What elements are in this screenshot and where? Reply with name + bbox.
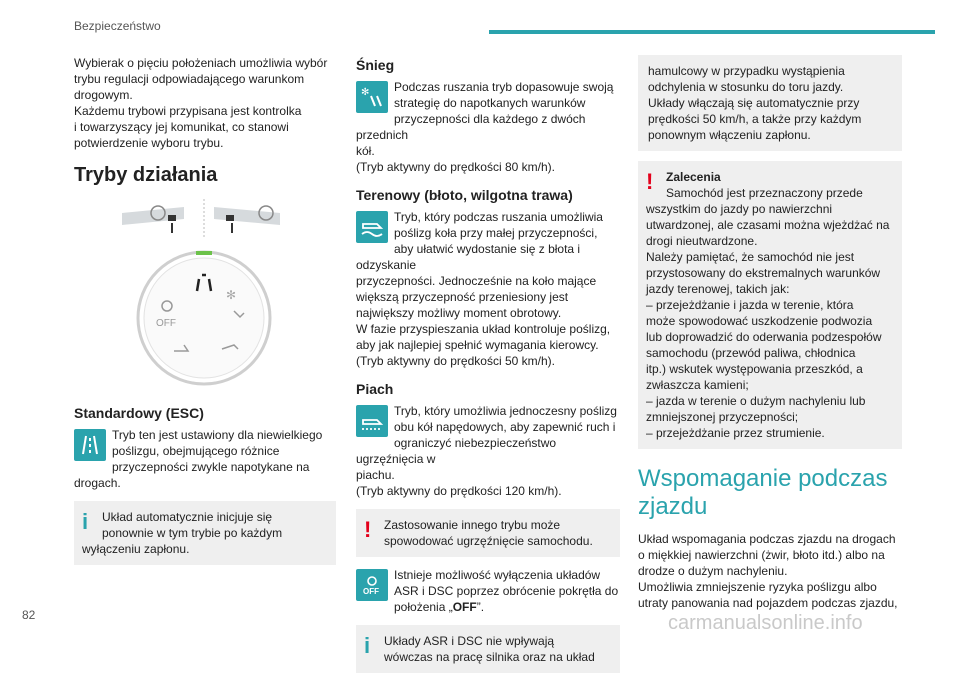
text-line: (Tryb aktywny do prędkości 80 km/h). [356,160,555,174]
sand-mode-block [356,403,620,499]
text-line: – jazda w terenie o dużym nachyleniu lub [646,394,866,408]
section-title: Tryby działania [74,164,218,186]
text-line: aby jak najlepiej spełnić wymagania kierowcy. [356,338,599,352]
mode-dial-illustration [74,193,336,393]
mud-mode-heading: Terenowy (błoto, wilgotna trawa) [356,187,573,203]
off-mode-block [356,567,620,615]
warning-icon: ! [646,169,654,194]
text-line: Tryb, który podczas ruszania umożliwia [394,210,603,224]
text-line: strategię do napotkanych warunków [394,96,586,110]
recommendations-title: Zalecenia [666,170,721,184]
text-line: poślizgu, obejmującego różnice [112,444,280,458]
text-line: hamulcowy w przypadku wystąpienia [648,64,845,78]
text-line: Układy włączają się automatycznie przy [648,96,860,110]
text-line: obu kół napędowych, aby zapewnić ruch i [394,420,616,434]
text-line: Układy ASR i DSC nie wpływają [384,634,555,648]
text-line: przystosowany do ekstremalnych warunków [646,266,881,280]
text-line: – przejeżdżanie i jazda w terenie, która [646,298,854,312]
sand-icon [356,405,388,437]
sand-mode-heading: Piach [356,381,394,397]
standard-mode-block [74,427,336,491]
off-icon [356,569,388,601]
text-line: kół. [356,144,375,158]
warning-icon: ! [364,517,372,542]
hill-descent-title: Wspomaganie podczas zjazdu [638,465,888,520]
text-line: największy możliwy moment obrotowy. [356,306,562,320]
info-note [356,625,620,673]
column-2 [356,55,620,683]
text-line: Tryb, który umożliwia jednoczesny poślizg [394,404,617,418]
text-line: wszystkim do jazdy po nawierzchni [646,202,833,216]
intro-line: Wybierak o pięciu położeniach umożliwia wybór [74,56,328,70]
section-header: Bezpieczeństwo [74,19,161,33]
text-line: Należy pamiętać, że samochód nie jest [646,250,855,264]
text-line: drodze o dużym nachyleniu. [638,564,788,578]
text-line: piachu. [356,468,395,482]
text-line: aby ułatwić wydostanie się z błota i odzyskanie [356,242,581,272]
text-line: położenia „OFF”. [394,600,485,614]
text-line: Układ automatycznie inicjuje się [102,510,273,524]
text-line: jazdy terenowej, takich jak: [646,282,790,296]
text-line: przyczepności zwykle napotykane na drogach. [74,460,310,490]
intro-line: i towarzyszący jej komunikat, co stanowi [74,120,289,134]
text-line: (Tryb aktywny do prędkości 120 km/h). [356,484,562,498]
intro-line: potwierdzenie wyboru trybu. [74,136,224,150]
text-line: prędkości 50 km/h, a także przy każdym [648,112,862,126]
svg-text:✻: ✻ [226,288,237,302]
snow-mode-heading: Śnieg [356,57,395,73]
info-note [74,501,336,565]
text-line: Tryb ten jest ustawiony dla niewielkiego [112,428,323,442]
page-number: 82 [22,608,36,622]
text-line: o miękkiej nawierzchni (żwir, błoto itd.) albo na [638,548,885,562]
text-line: Istnieje możliwość wyłączenia układów [394,568,601,582]
column-3 [638,55,902,611]
text-line: ponownie w tym trybie po każdym [102,526,283,540]
text-line: ograniczyć niebezpieczeństwo ugrzęźnięcia w [356,436,557,466]
text-line: (Tryb aktywny do prędkości 50 km/h). [356,354,555,368]
snow-mode-block [356,79,620,175]
column-1 [74,55,336,575]
dial-off-label: OFF [156,318,176,329]
text-line: większą przyczepność przeniesiony jest [356,290,569,304]
text-line: W fazie przyspieszania układ kontroluje poślizg, [356,322,611,336]
text-line: drogi nieutwardzone. [646,234,758,248]
off-word: OFF [452,600,477,614]
mud-mode-block [356,209,620,369]
mode-selector-figure [74,193,336,393]
mud-icon [356,211,388,243]
text-line: ponownym włączeniu zapłonu. [648,128,811,142]
text-line: Zastosowanie innego trybu może [384,518,561,532]
watermark: carmanualsonline.info [668,612,863,634]
text-line: Układ wspomagania podczas zjazdu na drogach [638,532,896,546]
info-note-continued [638,55,902,151]
text-line: ASR i DSC poprzez obrócenie pokrętła do [394,584,619,598]
text-line: Podczas ruszania tryb dopasowuje swoją [394,80,614,94]
warning-note [356,509,620,557]
recommendations-note [638,161,902,449]
text-line: Umożliwia zmniejszenie ryzyka poślizgu albo [638,580,877,594]
text-line: utwardzonej, ale czasami można wjeżdżać na [646,218,890,232]
road-icon [74,429,106,461]
text-line: może spowodować uszkodzenie podwozia [646,314,873,328]
text-line: odchylenia w stosunku do toru jazdy. [648,80,844,94]
text-line: zmniejszonej przyczepności; [646,410,799,424]
snow-icon [356,81,388,113]
info-icon: i [82,509,89,534]
text-line: wyłączeniu zapłonu. [82,542,190,556]
text-line: poślizg koła przy małej przyczepności, [394,226,598,240]
text-line: lub doprowadzić do oderwania podzespołów [646,330,882,344]
text-line: wówczas na pracę silnika oraz na układ [384,650,595,664]
info-icon: i [364,633,371,658]
text-line: utraty panowania nad pojazdem podczas zjazdu, [638,596,898,610]
header-accent-bar [489,30,935,34]
text-line: itp.) wskutek występowania przeszkód, a [646,362,863,376]
text-line: – przejeżdżanie przez strumienie. [646,426,825,440]
text-line: zwłaszcza kamieni; [646,378,749,392]
text-line: przyczepności. Jednocześnie na koło mające [356,274,597,288]
intro-line: trybu regulacji odpowiadającego warunkom [74,72,305,86]
svg-text:✻: ✻ [361,87,370,98]
text-line: przyczepności dla każdego z dwóch przednich [356,112,586,142]
intro-line: Każdemu trybowi przypisana jest kontrolka [74,104,302,118]
text-line: spowodować ugrzęźnięcie samochodu. [384,534,593,548]
intro-line: drogowym. [74,88,133,102]
off-icon-label: OFF [363,587,379,596]
standard-mode-heading: Standardowy (ESC) [74,405,204,421]
text-line: Samochód jest przeznaczony przede [666,186,863,200]
text-line: samochodu (przewód paliwa, chłodnica [646,346,856,360]
